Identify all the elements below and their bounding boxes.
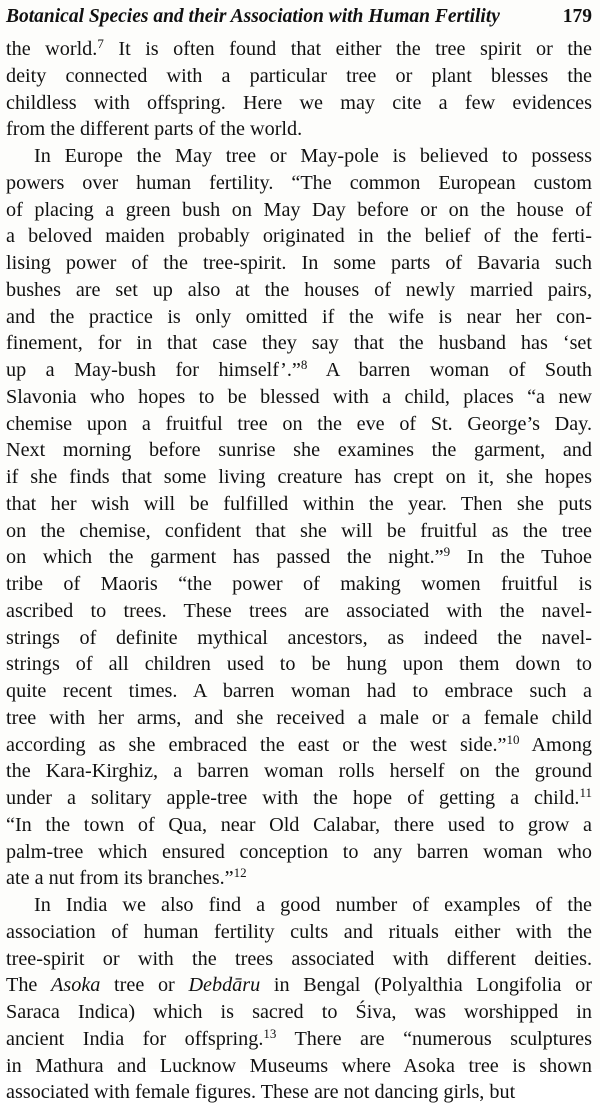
text-run: It is often found that either the tree spirit or the [103,38,592,60]
body-text [6,36,592,1106]
text-line [6,732,592,759]
text-run: tree-spirit or with the trees associated with different deities. [6,947,592,970]
text-run: tree with her arms, and she received a male or a female child [6,706,592,729]
text-line [6,63,592,90]
text-run: powers over human fertility. “The common European custom [6,171,592,194]
text-line [6,143,592,170]
text-run: under a solitary apple-tree with the hope of getting a child. [6,787,580,809]
text-line [6,411,592,438]
footnote-marker: 12 [233,865,247,881]
text-line [6,678,592,705]
text-line [6,571,592,598]
text-line [6,223,592,250]
text-run: palm-tree which ensured conception to any barren woman who [6,840,592,863]
text-line [6,625,592,652]
text-line [6,839,592,866]
text-run: bushes are set up also at the houses of newly married pairs, [6,278,592,301]
text-line [6,330,592,357]
text-run: In Europe the May tree or May-pole is believed to possess [34,145,592,167]
text-line [6,919,592,946]
text-run: Slavonia who hopes to be blessed with a child, places “a new [6,385,592,408]
footnote-marker: 7 [97,36,104,51]
text-line [6,384,592,411]
footnote-marker: 9 [443,544,451,560]
text-run: Among [519,733,592,756]
text-run: childless with offspring. Here we may cite a few evidences [6,91,592,114]
paragraph [6,892,592,1106]
text-run: up a May-bush for himself’.” [6,359,301,381]
text-run: Next morning before sunrise she examines the garment, and [6,439,592,462]
footnote-marker: 8 [300,357,308,372]
text-line [6,651,592,678]
text-run: Saraca Indica) which is sacred to Śiva, was worshipped in [6,1001,592,1023]
text-run: from the different parts of the world. [6,118,303,141]
text-run: tribe of Maoris “the power of making women fruitful is [6,573,592,595]
text-run: ascribed to trees. These trees are associated with the navel- [6,599,592,622]
text-run: lising power of the tree-spirit. In some parts of Bavaria such [6,252,592,274]
text-line [6,598,592,625]
text-run: tree or [100,974,189,997]
text-line [6,116,592,143]
text-line [6,758,592,785]
text-run: In India we also find a good number of examples of the [34,894,592,916]
text-run: the Kara-Kirghiz, a barren woman rolls herself on the ground [6,760,592,783]
text-run: association of human fertility cults and rituals either with the [6,920,592,943]
paragraph [6,36,592,143]
text-line [6,1053,592,1080]
text-run: associated with female figures. These are not dancing girls, but [6,1081,516,1104]
running-title: Botanical Species and their Association with Human Fertility [6,6,500,27]
text-line [6,544,592,571]
text-line [6,999,592,1026]
text-line [6,946,592,973]
text-run: “In the town of Qua, near Old Calabar, there used to grow a [6,813,592,836]
text-run: quite recent times. A barren woman had to embrace such a [6,680,592,702]
text-run: strings of all children used to be hung upon them down to [6,653,592,676]
text-run: of placing a green bush on May Day before or on the house of [6,198,592,221]
text-run: in Mathura and Lucknow Museums where Asoka tree is shown [6,1054,592,1077]
text-line [6,812,592,839]
text-line [6,464,592,491]
text-line [6,197,592,224]
text-run: strings of definite mythical ancestors, as indeed the navel- [6,626,592,649]
text-run: if she finds that some living creature has crept on it, she hopes [6,466,592,488]
footnote-marker: 11 [579,785,592,800]
text-run: A barren woman of South [307,359,592,381]
text-run: that her wish will be fulfilled within the year. Then she puts [6,492,592,515]
text-run: The [6,974,52,997]
text-line [6,1026,592,1053]
text-line [6,1079,592,1106]
text-run: and the practice is only omitted if the wife is near her con- [6,305,592,328]
text-run: the world. [6,38,98,60]
text-line [6,250,592,277]
text-run: on the chemise, confident that she will be fruitful as the tree [6,519,592,542]
running-head [6,2,592,32]
text-run: There are “numerous sculptures [276,1027,592,1050]
italic-term: Asoka [51,974,101,997]
text-line [6,491,592,518]
text-line [6,357,592,384]
text-run: according as she embraced the east or the west side.” [6,733,507,756]
text-run: chemise upon a fruitful tree on the eve of St. George’s Day. [6,412,592,435]
text-run: in Bengal (Polyalthia Longifolia or [260,974,592,997]
text-line [6,892,592,919]
paragraph [6,143,592,892]
text-line [6,972,592,999]
text-run: ancient India for offspring. [6,1027,264,1050]
italic-term: Debdāru [188,974,261,997]
text-line [6,705,592,732]
text-run: In the Tuhoe [450,546,592,569]
text-line [6,170,592,197]
footnote-marker: 13 [263,1025,277,1041]
footnote-marker: 10 [506,731,520,747]
text-run: a beloved maiden probably originated in the belief of the ferti- [6,225,592,248]
text-line [6,36,592,63]
page-number: 179 [562,6,592,27]
text-line [6,518,592,545]
text-run: on which the garment has passed the night.” [6,546,444,569]
text-run: ate a nut from its branches.” [6,867,234,890]
text-run: deity connected with a particular tree or plant blesses the [6,64,592,87]
text-run: finement, for in that case they say that the husband has ‘set [6,332,592,355]
text-line [6,865,592,892]
text-line [6,437,592,464]
text-line [6,785,592,812]
text-line [6,304,592,331]
text-line [6,90,592,117]
text-line [6,277,592,304]
